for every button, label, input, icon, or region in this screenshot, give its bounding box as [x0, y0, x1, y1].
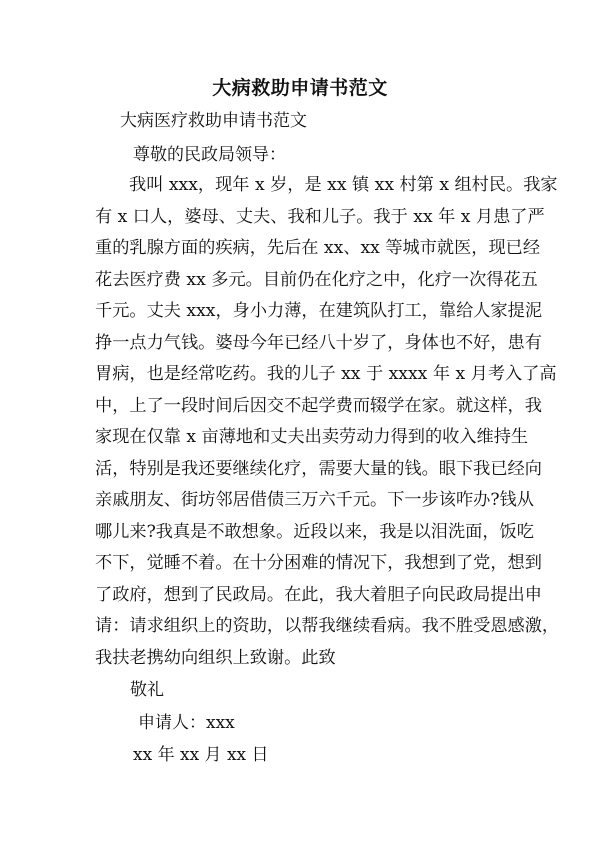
applicant-signature: 申请人：xxx — [138, 713, 235, 733]
body-line: 亲戚朋友、街坊邻居借债三万六千元。下一步该咋办?钱从 — [95, 490, 534, 510]
body-line: 了政府，想到了民政局。在此，我大着胆子向民政局提出申 — [95, 584, 542, 605]
body-line: 我扶老携幼向组织上致谢。此致 — [95, 647, 336, 668]
body-line: 千元。丈夫 xxx，身小力薄，在建筑队打工，靠给人家提泥 — [95, 301, 543, 321]
body-line: 挣一点力气钱。婆母今年已经八十岁了，身体也不好，患有 — [95, 332, 542, 353]
body-line: 胃病，也是经常吃药。我的儿子 xx 于 xxxx 年 x 月考入了高 — [95, 364, 557, 384]
body-line: 花去医疗费 xx 多元。目前仍在化疗之中，化疗一次得花五 — [95, 269, 538, 290]
salutation: 尊敬的民政局领导： — [133, 145, 286, 165]
document-title: 大病救助申请书范文 — [212, 77, 388, 99]
body-line: 活，特别是我还要继续化疗，需要大量的钱。眼下我已经向 — [95, 458, 542, 479]
body-line: 中，上了一段时间后因交不起学费而辍学在家。就这样，我 — [95, 395, 542, 416]
document-subtitle: 大病医疗救助申请书范文 — [120, 111, 307, 131]
body-line: 不下，觉睡不着。在十分困难的情况下，我想到了党，想到 — [95, 553, 542, 573]
body-line: 家现在仅靠 x 亩薄地和丈夫出卖劳动力得到的收入维持生 — [95, 427, 529, 447]
body-line: 哪儿来?我真是不敢想象。近段以来，我是以泪洗面，饭吃 — [95, 521, 534, 542]
closing-salute: 敬礼 — [130, 680, 164, 700]
body-line: 有 x 口人，婆母、丈夫、我和儿子。我于 xx 年 x 月患了严 — [95, 206, 545, 227]
body-line: 我叫 xxx，现年 x 岁，是 xx 镇 xx 村第 x 组村民。我家 — [129, 175, 558, 195]
body-line: 请：请求组织上的资助，以帮我继续看病。我不胜受恩感激， — [95, 616, 560, 636]
body-line: 重的乳腺方面的疾病，先后在 xx、xx 等城市就医，现已经 — [95, 238, 541, 258]
document-date: xx 年 xx 月 xx 日 — [133, 745, 269, 765]
body-paragraph — [95, 170, 560, 674]
